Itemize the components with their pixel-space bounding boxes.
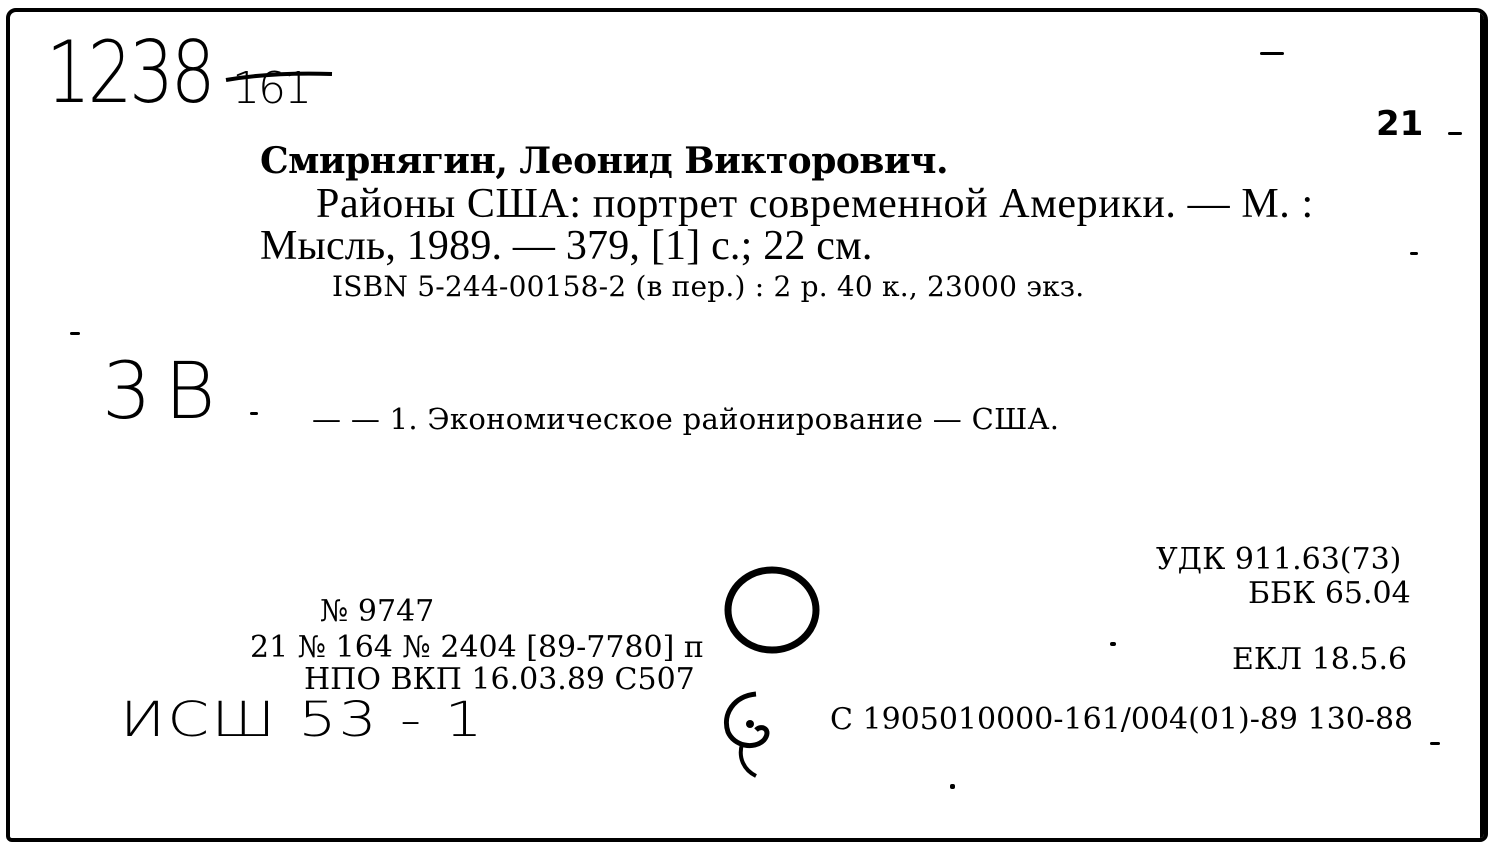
udk-code: УДК 911.63(73): [1156, 542, 1402, 577]
card-right-edge: [1480, 8, 1486, 842]
ekl-code: ЕКЛ 18.5.6: [1232, 642, 1408, 677]
handwritten-inventory-number: 1238: [46, 23, 213, 123]
npo-line: НПО ВКП 16.03.89 С507: [304, 662, 695, 697]
scan-speck: [1260, 52, 1284, 55]
subject-heading: — — 1. Экономическое районирование — США.: [312, 402, 1060, 436]
title-line-1: Районы США: портрет современной Америки. — М. :: [316, 181, 1314, 227]
title-line-2: Мысль, 1989. — 379, [1] с.; 22 см.: [260, 223, 873, 269]
scan-speck: [1110, 642, 1116, 646]
sheet-number: 21: [1376, 104, 1424, 144]
smudge-mark: [704, 684, 794, 794]
scan-speck: [70, 332, 80, 335]
scan-speck: [1448, 132, 1462, 135]
scan-speck: [950, 784, 955, 789]
scan-speck: [1410, 252, 1418, 255]
print-details: 21 № 164 № 2404 [89-7780] п: [250, 630, 704, 665]
catalog-card: [6, 8, 1488, 842]
handwritten-accession: ИСШ 53 - 1: [120, 692, 485, 748]
isbn-line: ISBN 5-244-00158-2 (в пер.) : 2 р. 40 к., 23000 экз.: [332, 270, 1085, 303]
scan-speck: [250, 412, 258, 415]
catalog-code: С 1905010000-161/004(01)-89 130-88: [830, 702, 1414, 737]
punch-hole-circle: [718, 562, 828, 662]
order-number: № 9747: [320, 594, 435, 629]
scan-speck: [1430, 742, 1440, 745]
handwritten-shelf-mark: 3 B: [102, 347, 210, 437]
bbk-code: ББК 65.04: [1248, 576, 1411, 611]
handwritten-fraction: 161: [232, 63, 310, 114]
author-heading: Смирнягин, Леонид Викторович.: [260, 140, 948, 182]
